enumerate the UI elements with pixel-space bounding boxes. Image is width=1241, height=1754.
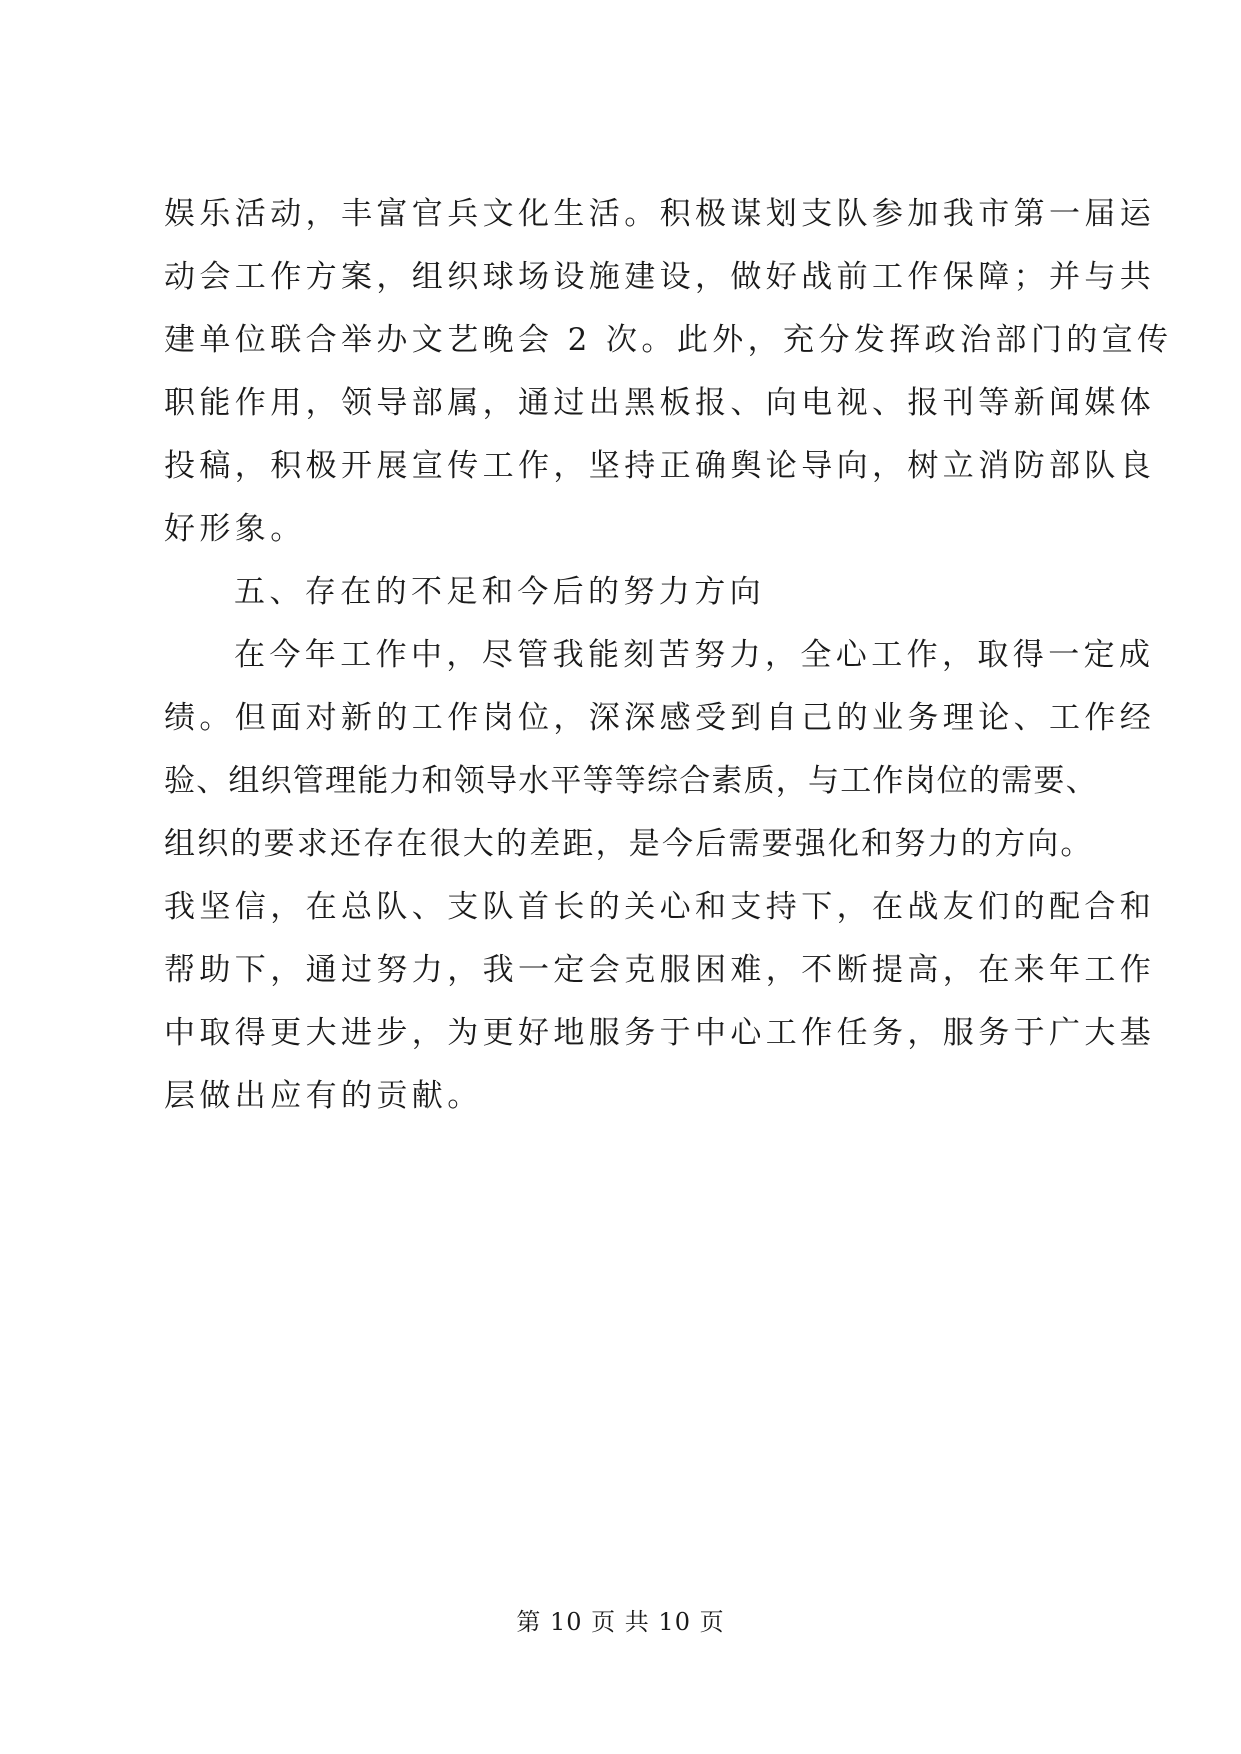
paragraph-line: 组织的要求还存在很大的差距，是今后需要强化和努力的方向。 xyxy=(164,826,1094,862)
paragraph-line: 动会工作方案，组织球场设施建设，做好战前工作保障；并与共 xyxy=(164,259,1156,295)
paragraph-line: 投稿，积极开展宣传工作，坚持正确舆论导向，树立消防部队良 xyxy=(164,448,1156,484)
paragraph-line: 在今年工作中，尽管我能刻苦努力，全心工作，取得一定成 xyxy=(234,637,1155,673)
paragraph-line: 中取得更大进步，为更好地服务于中心工作任务，服务于广大基 xyxy=(164,1015,1156,1051)
page-number-footer: 第 10 页 共 10 页 xyxy=(516,1608,725,1636)
paragraph-line: 层做出应有的贡献。 xyxy=(164,1078,483,1114)
section-heading: 五、存在的不足和今后的努力方向 xyxy=(234,574,765,610)
paragraph-line: 帮助下，通过努力，我一定会克服困难，不断提高，在来年工作 xyxy=(164,952,1156,988)
paragraph-line: 验、组织管理能力和领导水平等等综合素质，与工作岗位的需要、 xyxy=(164,763,1098,799)
paragraph-line: 绩。但面对新的工作岗位，深深感受到自己的业务理论、工作经 xyxy=(164,700,1156,736)
paragraph-line: 娱乐活动，丰富官兵文化生活。积极谋划支队参加我市第一届运 xyxy=(164,196,1156,232)
paragraph-line: 我坚信，在总队、支队首长的关心和支持下，在战友们的配合和 xyxy=(164,889,1156,925)
document-body xyxy=(164,196,1173,1142)
paragraph-line: 建单位联合举办文艺晚会 2 次。此外，充分发挥政治部门的宣传 xyxy=(164,322,1173,358)
paragraph-line: 职能作用，领导部属，通过出黑板报、向电视、报刊等新闻媒体 xyxy=(164,385,1156,421)
paragraph-line: 好形象。 xyxy=(164,511,306,547)
